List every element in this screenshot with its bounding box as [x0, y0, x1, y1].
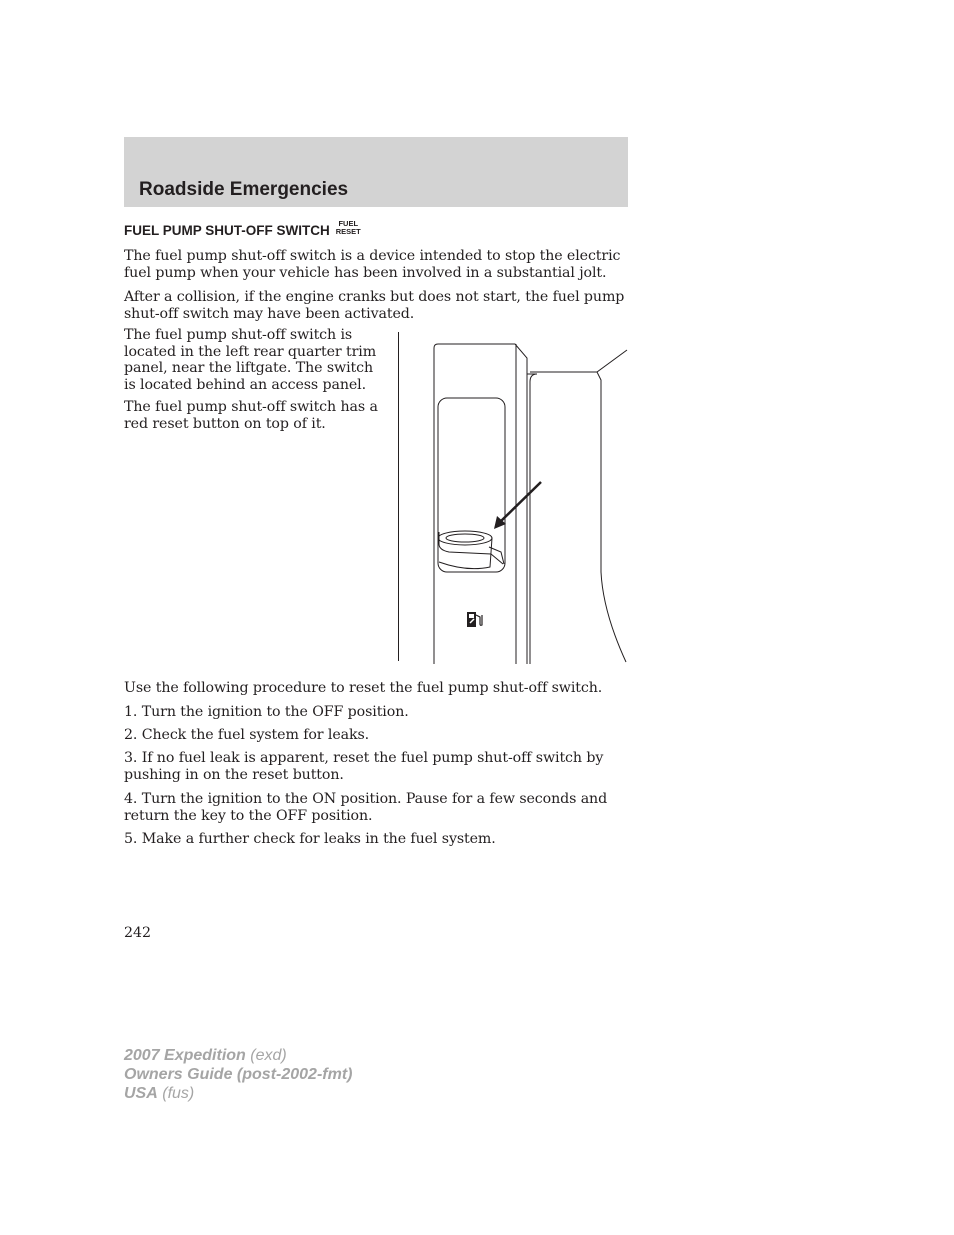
badge-line-2: RESET [335, 227, 361, 236]
paragraph-3-line-4: is located behind an access panel. [124, 376, 367, 393]
step-3 [124, 750, 603, 783]
step-3-line-2: pushing in on the reset button. [124, 766, 344, 783]
paragraph-4-line-1: The fuel pump shut-off switch has a [124, 399, 378, 415]
fuel-reset-badge [336, 220, 361, 236]
step-1: 1. Turn the ignition to the OFF position. [124, 704, 409, 720]
step-4-line-2: return the key to the OFF position. [124, 807, 373, 824]
section-title: Roadside Emergencies [139, 179, 349, 200]
step-5: 5. Make a further check for leaks in the fuel system. [124, 831, 496, 847]
paragraph-3-line-2: located in the left rear quarter trim [124, 343, 377, 360]
paragraph-3-line-1: The fuel pump shut-off switch is [124, 327, 353, 343]
footer-model: 2007 Expedition [124, 1047, 246, 1064]
footer-line-3 [124, 1084, 352, 1103]
fuel-pump-switch-illustration [405, 332, 630, 664]
paragraph-2 [124, 289, 624, 322]
footer-market-code: (fus) [162, 1085, 195, 1102]
footer-line-2 [124, 1065, 352, 1084]
footer-line-1 [124, 1046, 352, 1065]
footer-model-code: (exd) [250, 1047, 287, 1064]
figure-divider [398, 332, 399, 661]
paragraph-4 [124, 399, 378, 432]
subheading-text: FUEL PUMP SHUT-OFF SWITCH [124, 222, 330, 238]
paragraph-1-line-1: The fuel pump shut-off switch is a device intended to stop the electric [124, 248, 621, 264]
paragraph-4-line-2: red reset button on top of it. [124, 415, 326, 432]
pointer-arrow-shaft [500, 482, 541, 522]
paragraph-1 [124, 248, 620, 281]
step-4-line-1: 4. Turn the ignition to the ON position. Pause for a few seconds and [124, 791, 608, 807]
subheading [124, 219, 361, 238]
fuel-pump-icon [467, 612, 482, 627]
paragraph-2-line-2: shut-off switch may have been activated. [124, 305, 415, 322]
step-2: 2. Check the fuel system for leaks. [124, 727, 370, 743]
step-3-line-1: 3. If no fuel leak is apparent, reset the fuel pump shut-off switch by [124, 750, 604, 766]
footer-guide: Owners Guide (post-2002-fmt) [124, 1066, 353, 1083]
badge-line-1: FUEL [338, 219, 359, 228]
paragraph-3 [124, 327, 376, 393]
section-header-band [124, 137, 628, 207]
paragraph-3-line-3: panel, near the liftgate. The switch [124, 360, 373, 377]
paragraph-1-line-2: fuel pump when your vehicle has been involved in a substantial jolt. [124, 264, 607, 281]
footer-market: USA [124, 1085, 158, 1102]
page-number: 242 [124, 925, 152, 941]
procedure-intro: Use the following procedure to reset the fuel pump shut-off switch. [124, 680, 603, 696]
step-4 [124, 791, 607, 824]
footer [124, 1046, 352, 1103]
paragraph-2-line-1: After a collision, if the engine cranks but does not start, the fuel pump [124, 289, 625, 305]
